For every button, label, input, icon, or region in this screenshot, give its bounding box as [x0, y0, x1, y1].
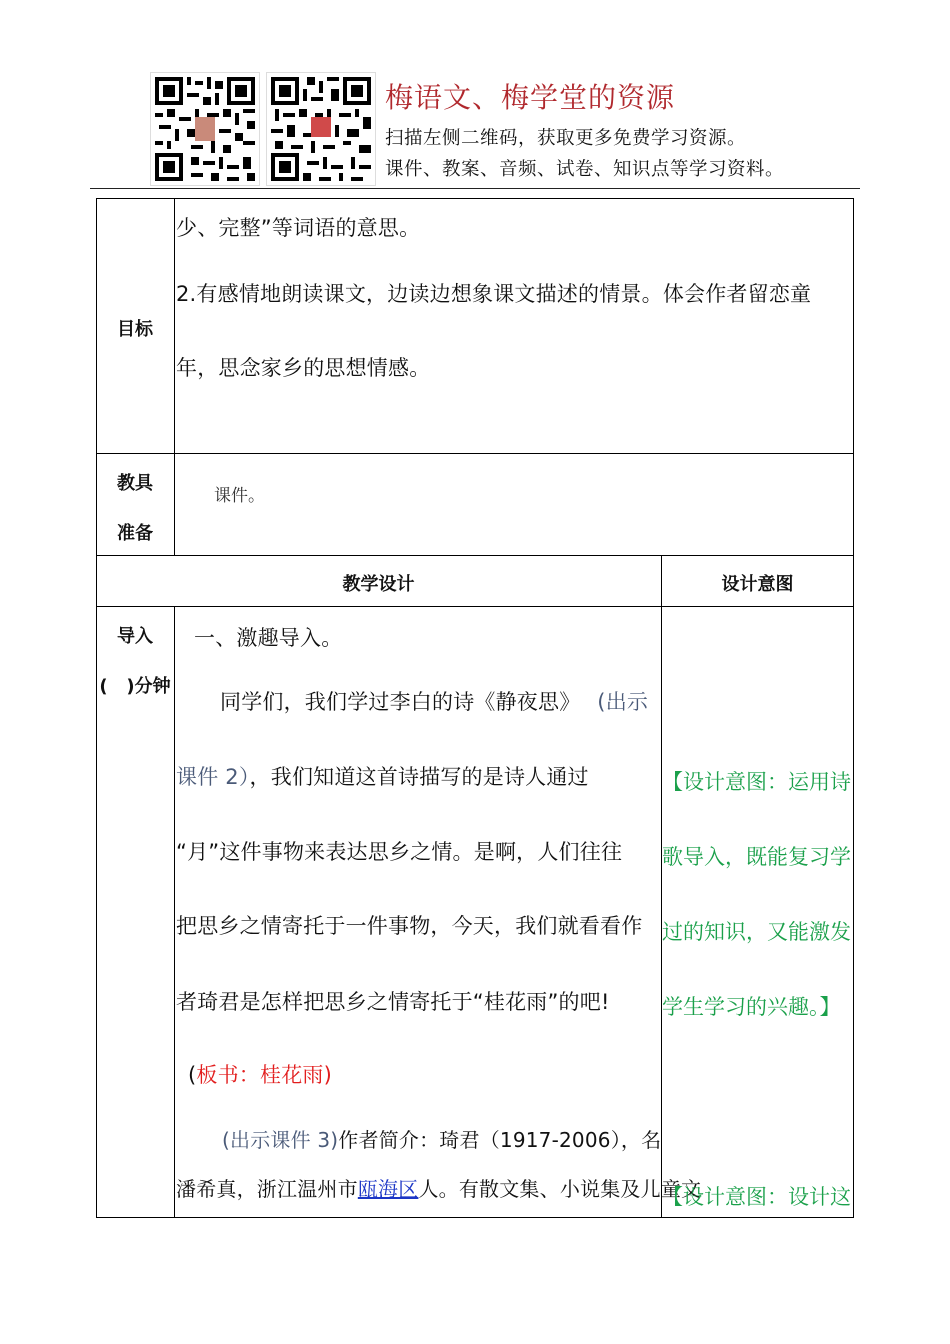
design-intent: 【设计意图：设计这 — [662, 1185, 851, 1209]
paragraph-line — [220, 686, 648, 716]
qr-code-graphic — [151, 73, 259, 185]
header-divider — [90, 188, 860, 189]
table-border-left — [96, 198, 97, 1218]
brand-subtitle: 扫描左侧二维码，获取更多免费学习资源。 — [385, 128, 747, 149]
tools-label: 教具 — [117, 473, 153, 494]
intro-duration: ( )分钟 — [99, 676, 171, 697]
qr-code-icon[interactable] — [150, 72, 260, 186]
tools-content: 课件。 — [214, 486, 265, 506]
paragraph-line: 者琦君是怎样把思乡之情寄托于“桂花雨”的吧! — [176, 990, 610, 1014]
author-line — [222, 1124, 661, 1153]
author-line — [176, 1173, 701, 1202]
page-header — [0, 0, 950, 192]
paragraph-line: 把思乡之情寄托于一件事物，今天，我们就看看作 — [176, 914, 643, 938]
column-divider — [174, 198, 175, 555]
design-intent: 歌导入，既能复习学 — [662, 845, 851, 869]
author-intro: 潘希真，浙江温州市 — [176, 1177, 358, 1201]
board-note — [188, 1059, 332, 1089]
author-intro: 作者简介：琦君（1917-2006），名 — [338, 1128, 662, 1152]
ouhai-district-link[interactable]: 瓯海区 — [357, 1177, 419, 1201]
row-divider — [96, 453, 854, 454]
section-heading: 一、激趣导入。 — [194, 626, 343, 650]
design-intent: 过的知识，又能激发 — [662, 920, 851, 944]
column-header-design: 教学设计 — [342, 574, 415, 595]
paragraph-text: 同学们，我们学过李白的诗《静夜思》 — [220, 690, 581, 714]
courseware-ref: (出示 — [597, 690, 649, 714]
goal-line: 少、完整”等词语的意思。 — [176, 216, 421, 240]
brand-title: 梅语文、梅学堂的资源 — [385, 81, 676, 114]
board-paren: ( — [188, 1063, 197, 1087]
courseware-ref: (出示课件 3) — [222, 1128, 339, 1152]
table-border-right — [853, 198, 854, 1218]
qr-code-graphic — [267, 73, 375, 185]
courseware-ref: 课件 2） — [176, 765, 250, 789]
goal-label: 目标 — [117, 319, 153, 340]
goal-line: 年，思念家乡的思想情感。 — [176, 356, 431, 380]
column-divider — [661, 555, 662, 1218]
brand-resources: 课件、教案、音频、试卷、知识点等学习资料。 — [385, 159, 785, 180]
column-divider — [174, 606, 175, 1218]
paragraph-line: “月”这件事物来表达思乡之情。是啊，人们往往 — [176, 840, 623, 864]
goal-line: 2.有感情地朗读课文，边读边想象课文描述的情景。体会作者留恋童 — [176, 282, 812, 306]
design-intent: 学生学习的兴趣。】 — [662, 995, 841, 1019]
board-text: 板书：桂花雨) — [196, 1063, 332, 1087]
paragraph-line — [176, 761, 589, 791]
row-divider — [96, 555, 854, 556]
design-intent: 【设计意图：运用诗 — [662, 770, 851, 794]
paragraph-text: ，我们知道这首诗描写的是诗人通过 — [249, 765, 589, 789]
lesson-plan-table — [96, 198, 854, 1218]
column-header-intent: 设计意图 — [721, 574, 794, 595]
table-border-bottom — [96, 1217, 854, 1218]
row-divider — [96, 606, 854, 607]
table-border-top — [96, 198, 854, 199]
tools-label: 准备 — [117, 523, 153, 544]
author-intro: 人。有散文集、小说集及儿童文 — [418, 1177, 702, 1201]
qr-code-icon[interactable] — [266, 72, 376, 186]
intro-label: 导入 — [117, 626, 153, 647]
